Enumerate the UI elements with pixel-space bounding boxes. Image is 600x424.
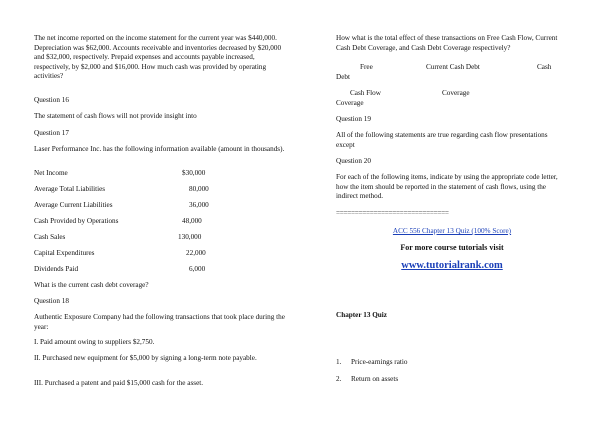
- row-label: Average Current Liabilities: [34, 201, 113, 209]
- question-16-heading: Question 16: [34, 96, 69, 104]
- row-value: 130,000: [178, 233, 202, 241]
- site-link[interactable]: www.tutorialrank.com: [401, 260, 503, 271]
- chapter-heading: Chapter 13 Quiz: [336, 311, 387, 319]
- row-label: Net Income: [34, 169, 68, 177]
- list-item: Price-earnings ratio: [351, 358, 408, 366]
- question-19-heading: Question 19: [336, 115, 371, 123]
- header-current-cash-debt: Current Cash Debt: [426, 63, 480, 71]
- promo-text: For more course tutorials visit: [400, 243, 504, 252]
- row-label: Capital Expenditures: [34, 249, 95, 257]
- question-18-prompt: How what is the total effect of these transactions on Free Cash Flow, Current Cash Debt Coverage, and Cash Debt Coverage respectively?: [336, 34, 558, 52]
- header-coverage-2: Coverage: [336, 99, 364, 107]
- question-18-text: Authentic Exposure Company had the following transactions that took place during the year:: [34, 313, 285, 331]
- list-item-number: 1.: [336, 358, 342, 366]
- row-value: 22,000: [186, 249, 206, 257]
- row-value: 80,000: [189, 185, 209, 193]
- row-label: Cash Provided by Operations: [34, 217, 119, 225]
- row-value: 48,000: [182, 217, 202, 225]
- list-item: Return on assets: [351, 375, 399, 383]
- row-label: Dividends Paid: [34, 265, 79, 273]
- row-label: Cash Sales: [34, 233, 66, 241]
- question-17-text: Laser Performance Inc. has the following information available (amount in thousands).: [34, 145, 285, 153]
- transaction-1: I. Paid amount owing to suppliers $2,750.: [34, 338, 155, 346]
- question-20-heading: Question 20: [336, 157, 371, 165]
- question-15-text: The net income reported on the income statement for the current year was $440,000. Depreciation was $62,000. Accounts receivable and inventories decreased by $20,000 and $32,000, respectively. Prepaid expenses and accounts payable increased, respectively, by $2,000 and $16,000. How much cash was provided by operating activities?: [34, 34, 282, 81]
- transaction-2: II. Purchased new equipment for $5,000 by signing a long-term note payable.: [34, 354, 257, 362]
- question-18-heading: Question 18: [34, 297, 69, 305]
- header-cash: Cash: [537, 63, 552, 71]
- list-item-number: 2.: [336, 375, 342, 383]
- divider: ==============================: [336, 209, 449, 217]
- question-19-text: All of the following statements are true regarding cash flow presentations except: [336, 131, 548, 149]
- header-cash-flow: Cash Flow: [350, 89, 381, 97]
- header-debt: Debt: [336, 73, 350, 81]
- question-20-text: For each of the following items, indicate by using the appropriate code letter, how the item should be reported in the statement of cash flows, using the indirect method.: [336, 173, 558, 201]
- question-16-text: The statement of cash flows will not provide insight into: [34, 112, 197, 120]
- question-17-question: What is the current cash debt coverage?: [34, 281, 149, 289]
- row-value: 36,000: [189, 201, 209, 209]
- header-free: Free: [360, 63, 373, 71]
- quiz-link[interactable]: ACC 556 Chapter 13 Quiz (100% Score): [392, 227, 512, 235]
- row-value: $30,000: [182, 169, 206, 177]
- question-17-heading: Question 17: [34, 129, 69, 137]
- transaction-3: III. Purchased a patent and paid $15,000 cash for the asset.: [34, 379, 204, 387]
- row-value: 6,000: [189, 265, 206, 273]
- header-coverage: Coverage: [442, 89, 470, 97]
- row-label: Average Total Liabilities: [34, 185, 106, 193]
